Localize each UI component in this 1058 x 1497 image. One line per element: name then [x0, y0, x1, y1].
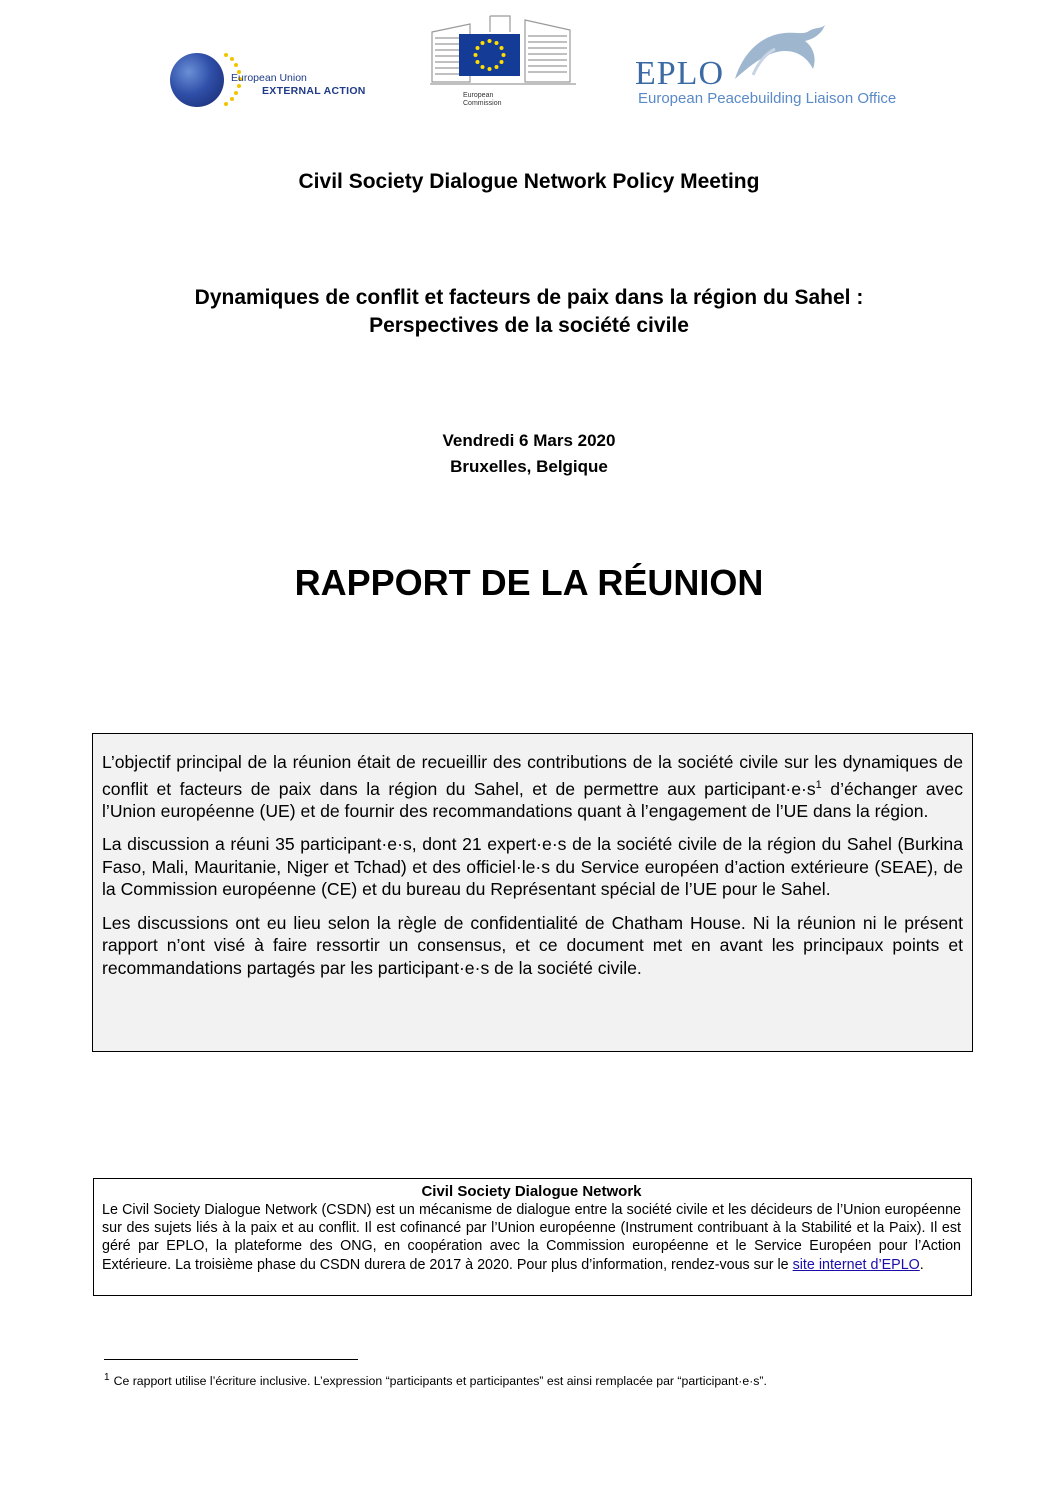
report-title: RAPPORT DE LA RÉUNION — [294, 562, 764, 603]
topic-line-2: Perspectives de la société civile — [369, 314, 689, 337]
summary-p1-text: L’objectif principal de la réunion était de recueillir des contributions de la société civile sur les dynamiques de conflit et facteurs de paix dans la région du Sahel, et de permettre aux participant·e·s — [102, 752, 963, 799]
summary-paragraph-3: Les discussions ont eu lieu selon la règle de confidentialité de Chatham House. Ni la réunion ni le présent rapport n’ont visé à faire ressortir un consensus, et ce document met en avant les principaux points et recommandations partagés par les participant·e·s de la société civile. — [102, 912, 963, 978]
eplo-website-link[interactable]: site internet d’EPLO — [792, 1256, 920, 1273]
globe-icon — [170, 53, 224, 107]
csdn-info-box — [93, 1178, 972, 1296]
csdn-body-end: . — [919, 1256, 924, 1273]
summary-p1-text-cont: d’échanger avec l’Union européenne (UE) et de fournir des recommandations quant à l’engagement de l’UE dans la région. — [102, 778, 964, 821]
topic-line-1: Dynamiques de conflit et facteurs de paix dans la région du Sahel : — [194, 286, 864, 309]
footnote-reference[interactable]: 1 — [815, 778, 822, 791]
footnote — [104, 1372, 767, 1388]
ec-caption-line1: European — [463, 92, 494, 99]
footnote-separator — [104, 1359, 358, 1360]
eplo-full-name: European Peacebuilding Liaison Office — [638, 90, 897, 107]
eplo-logo — [635, 20, 915, 110]
summary-paragraph-1 — [102, 751, 963, 822]
csdn-title: Civil Society Dialogue Network — [421, 1183, 642, 1200]
eeas-logo — [168, 48, 383, 108]
meeting-title: Civil Society Dialogue Network Policy Meeting — [298, 170, 760, 193]
footnote-text: Ce rapport utilise l’écriture inclusive. L’expression “participants et participantes” est ainsi remplacée par “participant·e·s”. — [113, 1374, 767, 1389]
european-commission-logo — [430, 12, 576, 107]
footnote-number: 1 — [104, 1372, 110, 1383]
report-topic — [0, 284, 1058, 340]
csdn-body-text: Le Civil Society Dialogue Network (CSDN) est un mécanisme de dialogue entre la société civile et les décideurs de l’Union européenne sur des sujets liés à la paix et au conflit. Il est cofinancé par l’Union européenne (Instrument contribuant à la Stabilité et la Paix). Il est géré par EPLO, la plateforme des ONG, en coopération avec la Commission européenne et le Service Européen pour l’Action Extérieure. La troisième phase du CSDN durera de 2017 à 2020. Pour plus d’information, rendez-vous sur le — [102, 1202, 961, 1273]
eplo-wordmark: EPLO — [635, 55, 724, 92]
meeting-date-location — [0, 428, 1058, 480]
eeas-logo-line1: European Union — [231, 72, 307, 84]
dove-icon — [733, 23, 827, 81]
eu-flag — [459, 34, 520, 76]
ec-caption-line2: Commission — [463, 100, 502, 107]
meeting-location: Bruxelles, Belgique — [450, 457, 608, 476]
meeting-date: Vendredi 6 Mars 2020 — [442, 431, 616, 450]
summary-box — [92, 733, 973, 1052]
summary-paragraph-2: La discussion a réuni 35 participant·e·s, dont 21 expert·e·s de la société civile de la région du Sahel (Burkina Faso, Mali, Mauritanie, Niger et Tchad) et des officiel·le·s du Service européen d’action extérieure (SEAE), de la Commission européenne (CE) et du bureau du Représentant spécial de l’UE pour le Sahel. — [102, 834, 963, 900]
ec-logo-caption — [463, 92, 502, 108]
eeas-logo-line2: EXTERNAL ACTION — [262, 85, 366, 97]
eu-flag-stars-icon — [459, 34, 520, 76]
csdn-description — [102, 1201, 961, 1274]
